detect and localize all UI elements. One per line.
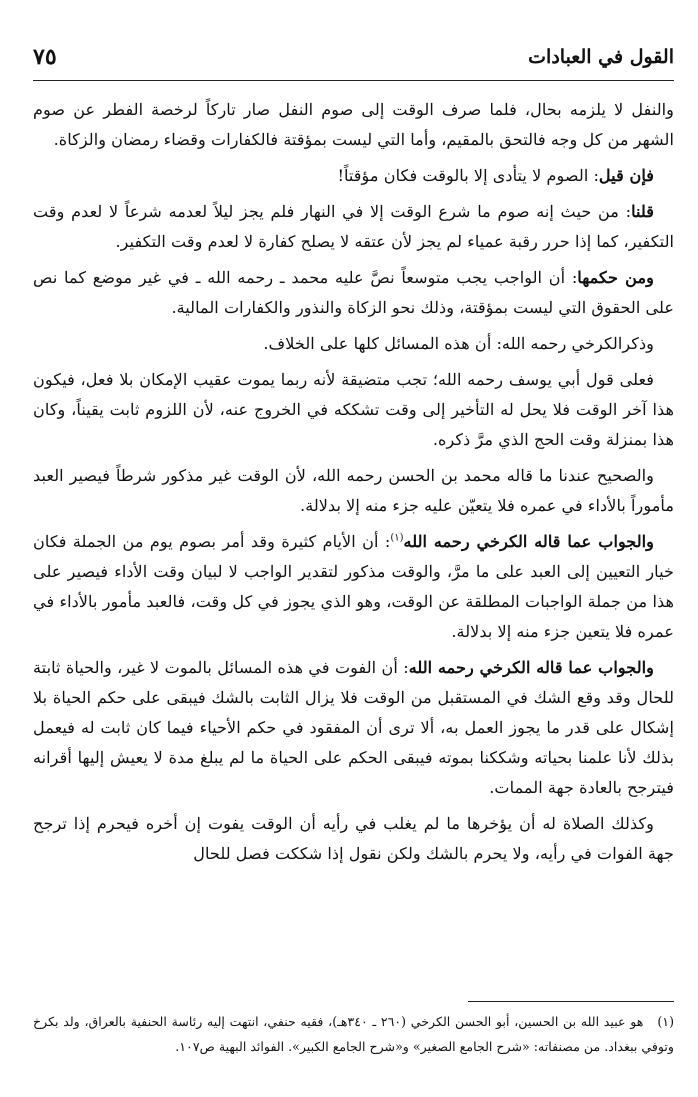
main-text bbox=[33, 95, 674, 875]
paragraph-text: : أن الواجب يجب متوسعاً نصَّ عليه محمد ـ رحمه الله ـ في غير موضع كما نص على الحقوق التي ليست بمؤقتة، وذلك نحو الزكاة والنذور والكفارات المالية. bbox=[33, 268, 674, 317]
paragraph-text: : الصوم لا يتأدى إلا بالوقت فكان مؤقتاً! bbox=[337, 166, 599, 185]
paragraph-text: : من حيث إنه صوم ما شرع الوقت إلا في النهار فلم يجز ليلاً لعدمه شرعاً لا لعدم وقت التكفير، كما إذا حرر رقبة عمياء لم يجز لأن عتقه لا يصلح كفارة لا لعدم وقت التكفير. bbox=[33, 202, 674, 251]
footnote-marker: (١) bbox=[390, 532, 404, 544]
running-header bbox=[33, 40, 674, 81]
footnote-number: (١) bbox=[657, 1014, 674, 1029]
footnote-separator bbox=[468, 1001, 674, 1002]
paragraph bbox=[33, 329, 674, 359]
paragraph bbox=[33, 461, 674, 521]
paragraph-text: : أن الأيام كثيرة وقد أمر بصوم يوم من الجملة فكان خيار التعيين إلى العبد على ما مرَّ، والوقت مذكور لتقدير الواجب لا لبيان وقت الأداء فيصير على هذا من جملة الواجبات المطلقة عن الوقت، وهو الذي يجوز في كل وقت، فالعبد مأمور بالأداء في عمره فلا يتعين جزء منه إلا بدلالة. bbox=[33, 532, 674, 641]
paragraph-label: ومن حكمها bbox=[577, 268, 654, 287]
paragraph-text: وكذلك الصلاة له أن يؤخرها ما لم يغلب في رأيه أن الوقت يفوت إن أخره فيحرم إذا ترجح جهة الفوات في رأيه، ولا يحرم بالشك ولكن نقول إذا شككت فصل للحال bbox=[33, 814, 674, 863]
paragraph-text: فعلى قول أبي يوسف رحمه الله؛ تجب متضيقة لأنه ربما يموت عقيب الإمكان بلا فعل، فيكون هذا آخر الوقت فلا يحل له التأخير إلى وقت تشككه في الخروج عنه، لأن اللزوم ثابت يقيناً، وكان هذا بمنزلة وقت الحج الذي مرَّ ذكره. bbox=[33, 370, 674, 449]
footnote-text: هو عبيد الله بن الحسين، أبو الحسن الكرخي (٢٦٠ ـ ٣٤٠هـ)، فقيه حنفي، انتهت إليه رئاسة الحنفية بالعراق، ولد بكرخ وتوفي ببغداد. من مصنفاته: «شرح الجامع الصغير» و«شرح الجامع الكبير». الفوائد البهية ص١٠٧. bbox=[33, 1014, 674, 1054]
paragraph-text: والصحيح عندنا ما قاله محمد بن الحسن رحمه الله، لأن الوقت غير مذكور شرطاً فيصير العبد مأموراً بالأداء في عمره فلا يتعيّن عليه جزء منه إلا بدلالة. bbox=[33, 466, 674, 515]
paragraph bbox=[33, 527, 674, 647]
paragraph-label: والجواب عما قاله الكرخي رحمه الله bbox=[408, 658, 654, 677]
paragraph-text: : أن الفوت في هذه المسائل بالموت لا غير، والحياة ثابتة للحال وقد وقع الشك في المستقبل من الوقت فلا يزال الثابت بالشك فيبقى على حكم الحياة بلا إشكال على قدر ما يجوز العمل به، ألا ترى أن المفقود في حكم الأحياء فيما كان ثابت له فيعمل بذلك لأنا علمنا بحياته وشككنا بموته فيبقى الحكم على الحياة ما لم يبلغ مدة لا يعيش إليها أقرانه فيترجح بالعادة جهة الممات. bbox=[33, 658, 674, 797]
chapter-title: القول في العبادات bbox=[528, 46, 674, 68]
paragraph bbox=[33, 365, 674, 455]
paragraph-label: قلنا bbox=[631, 202, 654, 221]
paragraph bbox=[33, 95, 674, 155]
paragraph-text: والنفل لا يلزمه بحال، فلما صرف الوقت إلى صوم النفل صار تاركاً لرخصة الفطر عن صوم الشهر من كل وجه فالتحق بالمقيم، وأما التي ليست بمؤقتة فالكفارات وقضاء رمضان والزكاة. bbox=[33, 100, 674, 149]
paragraph bbox=[33, 809, 674, 869]
paragraph bbox=[33, 161, 674, 191]
footnote bbox=[33, 1009, 674, 1059]
paragraph-label: فإن قيل bbox=[598, 166, 654, 185]
page-number: ٧٥ bbox=[33, 44, 57, 70]
paragraph bbox=[33, 653, 674, 803]
paragraph bbox=[33, 197, 674, 257]
paragraph-text: وذكرالكرخي رحمه الله: أن هذه المسائل كلها على الخلاف. bbox=[263, 334, 654, 353]
paragraph bbox=[33, 263, 674, 323]
paragraph-label: والجواب عما قاله الكرخي رحمه الله bbox=[403, 532, 654, 551]
